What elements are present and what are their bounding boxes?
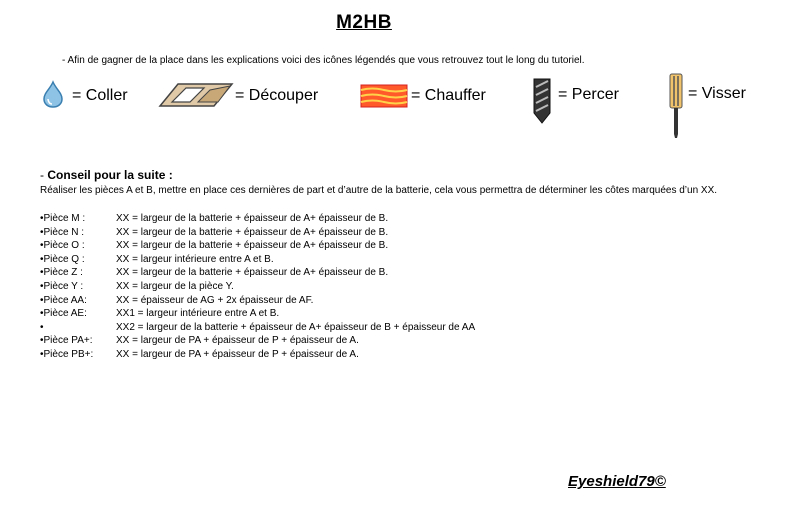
piece-formula: XX = largeur de PA + épaisseur de P + épaisseur de A. (116, 335, 359, 347)
legend-label-percer: = Percer (558, 86, 619, 103)
piece-formula: XX = largeur de la pièce Y. (116, 280, 234, 292)
piece-formula: XX = largeur de la batterie + épaisseur de A+ épaisseur de B. (116, 226, 389, 238)
heat-icon (360, 84, 408, 108)
conseil-heading-text: Conseil pour la suite : (47, 168, 173, 182)
piece-label: •Pièce Z : (40, 267, 83, 279)
piece-label: • (40, 321, 44, 333)
author-signature: Eyeshield79© (568, 473, 666, 490)
piece-label: •Pièce N : (40, 226, 85, 238)
piece-formula: XX1 = largeur intérieure entre A et B. (116, 308, 280, 320)
conseil-dash: - (40, 168, 48, 182)
piece-label: •Pièce AA: (40, 294, 87, 306)
piece-label: •Pièce M : (40, 213, 86, 224)
piece-formula: XX = épaisseur de AG + 2x épaisseur de AF. (116, 294, 314, 306)
piece-label: •Pièce PB+: (40, 348, 94, 360)
piece-label: •Pièce Q : (40, 253, 85, 265)
cutter-icon (158, 80, 234, 110)
piece-label: •Pièce AE: (40, 308, 87, 320)
intro-text: - Afin de gagner de la place dans les explications voici des icônes légendés que vous retrouvez tout le long du tutoriel. (62, 55, 585, 66)
drill-bit-icon (532, 77, 552, 125)
page-title: M2HB (336, 12, 392, 33)
piece-formula: XX = largeur de la batterie + épaisseur de A+ épaisseur de B. (116, 213, 389, 224)
piece-formula: XX = largeur de PA + épaisseur de P + épaisseur de A. (116, 348, 359, 360)
legend-label-visser: = Visser (688, 85, 746, 102)
legend-label-coller: = Coller (72, 87, 128, 104)
droplet-icon (40, 80, 66, 108)
piece-formula: XX = largeur intérieure entre A et B. (116, 253, 274, 265)
piece-formula: XX2 = largeur de la batterie + épaisseur de A+ épaisseur de B + épaisseur de AA (116, 321, 476, 333)
piece-formula: XX = largeur de la batterie + épaisseur de A+ épaisseur de B. (116, 267, 389, 279)
legend-label-chauffer: = Chauffer (411, 87, 486, 104)
piece-label: •Pièce Y : (40, 280, 84, 292)
conseil-paragraph: Réaliser les pièces A et B, mettre en place ces dernières de part et d’autre de la batterie, cela vous permettra de déterminer les côtes marquées d’un XX. (40, 185, 718, 196)
piece-formula: XX = largeur de la batterie + épaisseur de A+ épaisseur de B. (116, 240, 389, 252)
screwdriver-icon (668, 73, 684, 139)
piece-label: •Pièce PA+: (40, 335, 93, 347)
piece-label: •Pièce O : (40, 240, 85, 252)
legend-label-decouper: = Découper (235, 87, 319, 104)
conseil-heading (40, 168, 173, 182)
